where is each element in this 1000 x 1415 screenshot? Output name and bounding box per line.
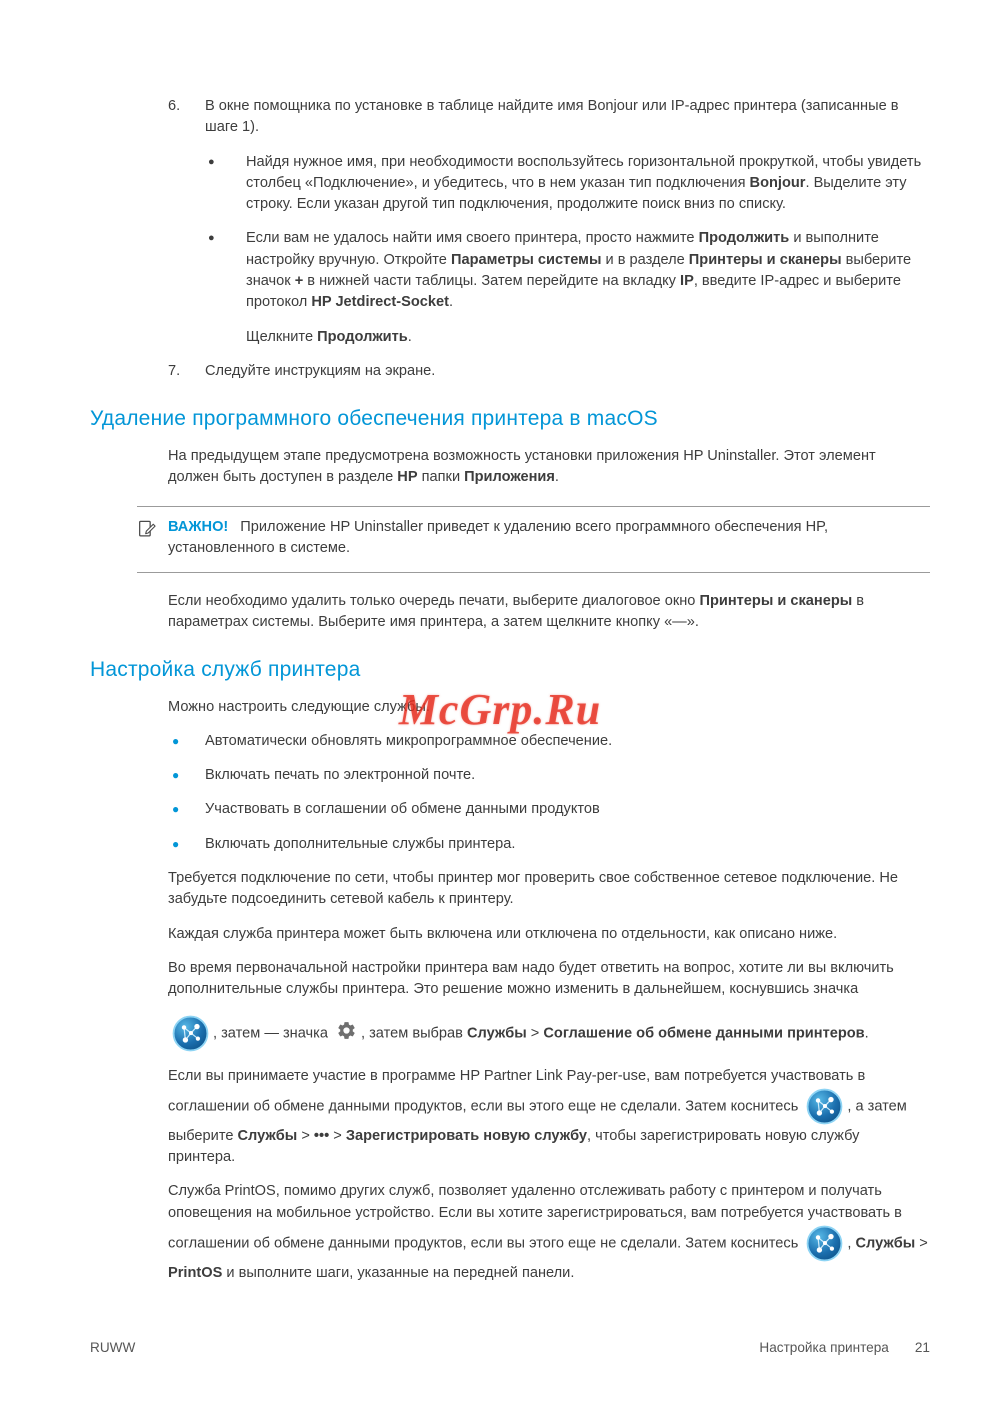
text-run: Служба PrintOS, помимо других служб, позволяет удаленно отслеживать работу с принтером и получать оповещения на мобильное устройство. Если вы хотите зарегистрироваться, вам потребуется участвовать в соглашении об обмене данными продуктов, если вы этого еще не сделали. Затем коснитесь	[168, 1183, 902, 1252]
list-item-text	[205, 834, 930, 855]
bold-text-run: IP	[680, 273, 694, 290]
text-run: Каждая служба принтера может быть включена или отключена по отдельности, как описано ниже.	[168, 925, 838, 942]
note-label: ВАЖНО!	[168, 519, 229, 536]
bold-text-run: Принтеры и сканеры	[699, 592, 853, 609]
paragraph	[246, 327, 930, 348]
bold-text-run: Параметры системы	[450, 251, 602, 268]
bold-text-run: •••	[313, 1127, 330, 1144]
numbered-list-item	[168, 96, 930, 139]
text-run: В окне помощника по установке в таблице найдите имя Bonjour или IP-адрес принтера (записанные в шаге 1).	[205, 98, 899, 136]
text-run: , затем — значка	[213, 1024, 332, 1041]
text-run: .	[864, 1024, 869, 1041]
paragraph	[168, 868, 930, 911]
bullet-list-item	[172, 731, 930, 752]
text-run: Можно настроить следующие службы.	[168, 698, 430, 715]
paragraph	[168, 446, 930, 489]
bullet-marker: ●	[208, 155, 215, 168]
bold-text-run: Соглашение об обмене данными принтеров	[543, 1024, 865, 1041]
list-item-text	[205, 731, 930, 752]
bold-text-run: +	[294, 273, 304, 290]
bold-text-run: PrintOS	[168, 1265, 223, 1281]
text-run: Если необходимо удалить только очередь печати, выберите диалоговое окно	[168, 592, 700, 609]
text-run: и выполните настройку вручную. Откройте	[246, 230, 879, 268]
list-item-text	[205, 96, 930, 139]
footer-page-number: 21	[914, 1340, 930, 1355]
paragraph	[168, 697, 930, 718]
text-run: Если вы принимаете участие в программе HP Partner Link Pay-per-use, вам потребуется участвовать в соглашении об обмене данными продуктов, если вы этого еще не сделали. Затем коснитесь	[168, 1067, 866, 1115]
paragraph	[168, 1066, 930, 1169]
text-run: Включать дополнительные службы принтера.	[205, 835, 516, 852]
bold-text-run: Службы	[855, 1235, 916, 1252]
network-globe-icon	[806, 1225, 843, 1262]
text-run: и в разделе	[601, 251, 689, 268]
text-run: папки	[417, 468, 465, 485]
bullet-marker: ●	[208, 232, 215, 245]
text-run: На предыдущем этапе предусмотрена возможность установки приложения HP Uninstaller. Этот элемент должен быть доступен в разделе	[168, 447, 876, 485]
section-heading: Настройка служб принтера	[90, 658, 361, 682]
bold-text-run: Принтеры и сканеры	[688, 251, 842, 268]
bold-text-run: Службы	[466, 1024, 527, 1041]
bold-text-run: Зарегистрировать новую службу	[345, 1127, 588, 1144]
section-heading: Удаление программного обеспечения принтера в macOS	[90, 407, 658, 431]
bold-text-run: Продолжить	[698, 230, 790, 247]
network-globe-icon	[172, 1015, 209, 1052]
paragraph	[168, 924, 930, 945]
text-run: >	[915, 1235, 928, 1252]
list-item-text	[246, 228, 930, 313]
bullet-list-item	[172, 834, 930, 855]
bullet-list-item	[172, 799, 930, 820]
text-run: и выполните шаги, указанные на передней панели.	[222, 1265, 575, 1281]
footer-section	[759, 1338, 930, 1358]
paragraph	[168, 1014, 930, 1053]
text-run: >	[297, 1127, 314, 1144]
text-run: , введите IP-адрес и выберите протокол	[246, 273, 901, 311]
note-text	[168, 517, 930, 560]
bold-text-run: Службы	[237, 1127, 298, 1144]
bold-text-run: Приложения	[464, 468, 555, 485]
text-run: .	[554, 468, 559, 485]
watermark: McGrp.Ru	[398, 685, 602, 734]
bullet-list-item	[172, 765, 930, 786]
text-run: , а затем выберите	[168, 1098, 907, 1144]
bullet-marker: ●	[172, 802, 180, 817]
list-item-text	[246, 152, 930, 216]
text-run: выберите значок	[246, 251, 912, 290]
text-run: ,	[847, 1235, 856, 1252]
page-footer	[90, 1338, 930, 1358]
text-run: Если вам не удалось найти имя своего принтера, просто нажмите	[246, 230, 699, 247]
text-run: Требуется подключение по сети, чтобы принтер мог проверить свое собственное сетевое подключение. Не забудьте подсоединить сетевой кабель к принтеру.	[168, 870, 899, 908]
text-run: Следуйте инструкциям на экране.	[205, 362, 436, 379]
network-globe-icon	[806, 1088, 843, 1125]
text-run: Автоматически обновлять микропрограммное обеспечение.	[205, 732, 613, 749]
page-content	[90, 96, 930, 1297]
bullet-list-item	[208, 152, 930, 216]
bullet-marker: ●	[172, 768, 180, 783]
text-run: .	[449, 294, 454, 311]
gear-icon	[336, 1020, 357, 1041]
text-run: в параметрах системы. Выберите имя принтера, а затем щелкните кнопку «—».	[168, 592, 865, 630]
paragraph	[168, 1181, 930, 1284]
footer-section-title: Настройка принтера	[759, 1340, 889, 1355]
text-run: Найдя нужное имя, при необходимости воспользуйтесь горизонтальной прокруткой, чтобы увидеть столбец «Подключение», и убедитесь, что в нем указан тип подключения	[246, 153, 922, 191]
text-run: >	[526, 1024, 544, 1041]
list-number: 7.	[168, 362, 181, 379]
text-run: Щелкните	[246, 328, 318, 345]
paragraph	[168, 958, 930, 1001]
text-run: в нижней части таблицы. Затем перейдите на вкладку	[303, 273, 681, 290]
bold-text-run: Bonjour	[749, 174, 806, 191]
bullet-marker: ●	[172, 733, 180, 748]
bold-text-run: HP Jetdirect-Socket	[311, 294, 449, 311]
bullet-list-item	[208, 228, 930, 313]
footer-doc-code: RUWW	[90, 1340, 136, 1355]
numbered-list-item	[168, 361, 930, 382]
list-item-text	[205, 765, 930, 786]
bold-text-run: Продолжить	[317, 328, 408, 345]
text-run: . Выделите эту строку. Если указан другой тип подключения, продолжите поиск вниз по списку.	[246, 174, 907, 213]
text-run: , чтобы зарегистрировать новую службу принтера.	[168, 1127, 860, 1166]
bold-text-run: HP	[397, 468, 418, 485]
note-pencil-icon	[137, 517, 168, 560]
list-item-text	[205, 361, 930, 382]
text-run: >	[329, 1127, 346, 1144]
list-number: 6.	[168, 98, 181, 114]
list-item-text	[205, 799, 930, 820]
text-run: , затем выбрав	[361, 1024, 467, 1041]
text-run: Включать печать по электронной почте.	[205, 767, 476, 784]
paragraph	[168, 591, 930, 634]
text-run: .	[407, 328, 412, 345]
text-run: Приложение HP Uninstaller приведет к удалению всего программного обеспечения HP, установленного в системе.	[168, 519, 829, 557]
bullet-marker: ●	[172, 836, 180, 851]
important-note	[137, 506, 930, 573]
text-run: Участвовать в соглашении об обмене данными продуктов	[205, 801, 600, 818]
text-run: Во время первоначальной настройки принтера вам надо будет ответить на вопрос, хотите ли вы включить дополнительные службы принтера. Это решение можно изменить в дальнейшем, коснувшись значка	[168, 959, 894, 998]
